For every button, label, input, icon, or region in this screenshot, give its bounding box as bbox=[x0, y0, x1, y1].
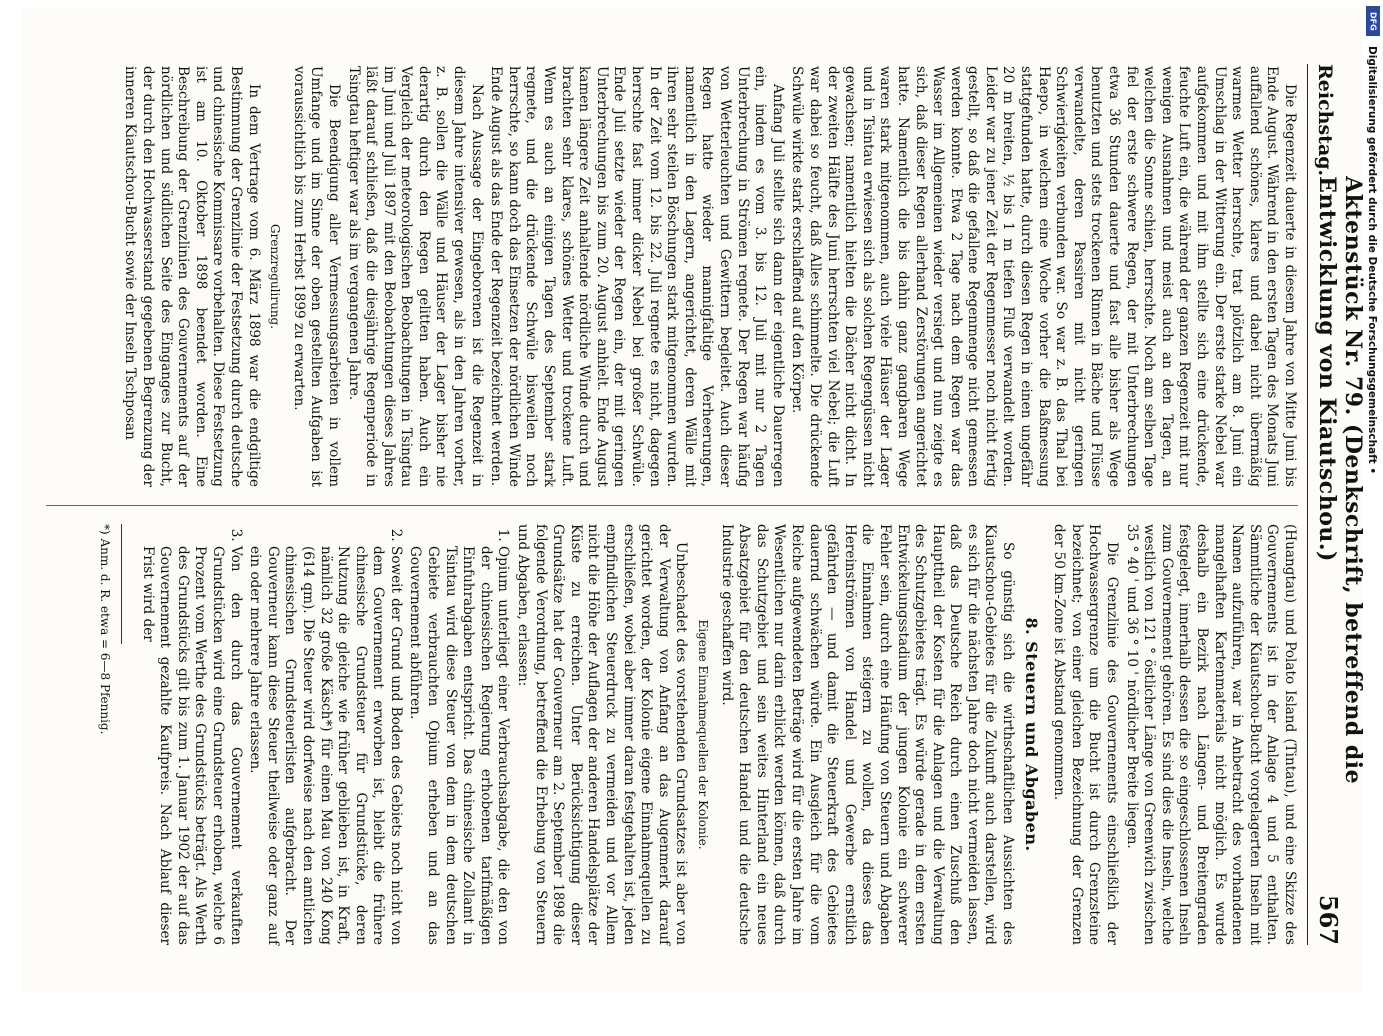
text-columns bbox=[46, 66, 1298, 945]
page-header bbox=[1307, 64, 1366, 945]
scanned-page-area bbox=[22, 8, 1366, 993]
column-divider bbox=[46, 505, 1298, 506]
margin-stamp-text: Digitalisierung gefördert durch die Deutsche Forschungsgemeinschaft • bbox=[1366, 46, 1378, 475]
paragraph: In dem Vertrage vom 6. März 1898 war die endgiltige Bestimmung der Grenzlinie der Festsetzung durch deutsche und chinesische Kommissare vorbehalten. Diese Festsetzung ist am 10. Oktober 1898 beendet worden. Eine Beschreibung der Grenzlinien des Gouvernements auf der nördlichen und südlichen Seite des Einganges zur Bucht, der durch den Hochwasserstand gegebenen Begrenzung der inneren Kiautschou-Bucht sowie der Inseln Tschposan bbox=[122, 66, 262, 487]
paragraph: Die Regenzeit dauerte in diesem Jahre von Mitte Juni bis Ende August. Während in den ersten Tagen des Monats Juni auffallend schönes, klares und dabei nicht übermäßig warmes Wetter herrschte, trat plötzlich am 8. Juni ein Umschlag in der Witterung ein. Der erste starke Nebel war aufgekommen und mit ihm stellte sich eine drückende, feuchte Luft ein, die während der ganzen Regenzeit mit nur wenigen Ausnahmen und meist auch an den Tagen, an welchen die Sonne schien, herrschte. Noch am selben Tage fiel der erste schwere Regen, der mit Unterbrechungen etwa 36 Stunden dauerte und fast alle bisher als Wege benutzten und stets trockenen Rinnen in Bäche und Flüsse verwandelte, deren Passiren mit nicht geringen Schwierigkeiten verbunden war. So war z. B. das Thal bei Haepo, in welchem eine Woche vorher die Baßmessung stattgefunden hatte, durch diesen Regen in einen ungefähr 20 m breiten, ½ bis 1 m tiefen Fluß verwandelt worden. Leider war zu jener Zeit der Regenmesser noch nicht fertig gestellt, so daß die gefallene Regenmenge nicht gemessen werden konnte. Etwa 2 Tage nach dem Regen war das Wasser im Allgemeinen wieder versiegt und nun zeigte es sich, daß dieser Regen allerhand Zerstörungen angerichtet hatte. Namentlich die bis dahin ganz gangbaren Wege waren stark mitgenommen, auch viele Häuser der Lager und in Tsintau erwiesen sich als solchen Regengüssen nicht gewachsen; namentlich hielten die Dächer nicht dicht. In der zweiten Hälfte des Juni herrschten viel Nebel; die Luft war dabei so feucht, daß Alles schimmelte. Die drückende Schwüle wirkte stark erschlaffend auf den Körper. bbox=[789, 66, 1298, 487]
header-title: Aktenstück Nr. 79. (Denkschrift, betreffend die Entwicklung von Kiautschou.) bbox=[1314, 176, 1366, 785]
footnote: *) Anm. d. R. etwa = 6—8 Pfennig. bbox=[98, 524, 112, 735]
numbered-list bbox=[138, 524, 511, 945]
subheading: Eigene Einnahmequellen der Kolonie. bbox=[696, 619, 710, 850]
paragraph: Unbeschadet des vorstehenden Grundsatzes ist aber von der Verwaltung von Anfang an das Augenmerk darauf gerichtet worden, der Kolonie eigene Einnahmequellen zu erschließen, wobei aber immer daran festgehalten ist, jeden empfindlichen Steuerdruck zu vermeiden und vor Allem nicht die Höhe der Auflagen der anderen Handelsplätze der Küste zu erreichen. Unter Berücksichtigung dieser Grundsätze hat der Gouverneur am 2. September 1898 die folgende Verordnung, betreffend die Erhebung von Steuern und Abgaben, erlassen: bbox=[515, 524, 690, 945]
paragraph: Nach Aussage der Eingeborenen ist die Regenzeit in diesem Jahre intensiver gewesen, als in den Jahren vorher, z. B. sollen die Wälle und Häuser der Lager bisher nie derartig durch den Regen gelitten haben. Auch ein Vergleich der meteorologischen Beobachtungen in Tsingtau im Juni und Juli 1897 mit den Beobachtungen dieses Jahres läßt darauf schließen, daß die diesjährige Regenperiode in Tsingtau heftiger war als im vergangenen Jahre. bbox=[345, 66, 485, 487]
header-source: Reichstag. bbox=[1314, 64, 1336, 177]
paragraph: Die Grenzlinie des Gouvernements einschließlich der Hochwassergrenze um die Bucht ist durch Grenzsteine bezeichnet; von einer gleichen Bezeichnung der Grenzen der 50 km-Zone ist Abstand genommen. bbox=[1051, 524, 1121, 945]
footnote-rule bbox=[121, 524, 122, 644]
paragraph: So günstig sich die wirthschaftlichen Aussichten des Kiautschou-Gebietes für die Zukunft auch darstellen, wird es sich für die nächsten Jahre doch nicht vermeiden lassen, daß das Deutsche Reich durch einen Zuschuß den Haupttheil der Kosten für die Anlagen und die Verwaltung des Schutzgebietes trägt. Es würde gerade in dem ersten Entwickelungsstadium der jungen Kolonie ein schwerer Fehler sein, durch eine Häufung von Steuern und Abgaben die Einnahmen steigern zu wollen, da dieses das Hereinströmen von Handel und Gewerbe ernstlich gefährden — und damit die Steuerkraft des Gebietes dauernd schwächen würde. Ein Ausgleich für die vom Reiche aufgewendeten Beträge wird für die ersten Jahre im Wesentlichen nur darin erblickt werden können, daß durch das Schutzgebiet und sein weites Hinterland ein neues Absatzgebiet für den deutschen Handel und die deutsche Industrie geschaffen wird. bbox=[718, 524, 1017, 945]
paragraph: (Huangtau) und Polato Island (Tintau), und eine Skizze des Gouvernements ist in der Anlage 4 und 5 enthalten. Sämmtliche der Kiautschou-Bucht vorgelagerten Inseln mit Namen aufzuführen, war in Anbetracht des vorhandenen mangelhaften Kartenmaterials nicht möglich. Es wurde deshalb ein Bezirk nach Längen- und Breitengraden festgelegt, innerhalb dessen die so eingeschlossenen Inseln zum Gouvernement gehören. Es sind dies die Inseln, welche westlich von 121 ° östlicher Länge von Greenwich zwischen 35 ° 40 ' und 36 ° 10 ' nördlicher Breite liegen. bbox=[1123, 524, 1298, 945]
list-item: 3. Von den durch das Gouvernement verkauften Grundstücken wird eine Grundsteuer erhoben, welche 6 Prozent vom Werthe des Grundstücks beträgt. Als Werth des Grundstücks gilt bis zum 1. Januar 1902 der auf das Gouvernement gezahlte Kaufpreis. Nach Ablauf dieser Frist wird der bbox=[138, 546, 244, 945]
paragraph: Die Beendigung aller Vermessungsarbeiten in vollem Umfange und im Sinne der oben gestellten Aufgaben ist voraussichtlich bis zum Herbst 1899 zu erwarten. bbox=[290, 66, 342, 487]
list-item: 1. Opium unterliegt einer Verbrauchsabgabe, die den von der chinesischen Regierung erhobenen tarifmäßigen Einfuhrabgaben entspricht. Das chinesische Zollamt in Tsintau wird diese Steuer von dem in dem deutschen Gebiete verbrauchten Opium erheben und an das Gouvernement abführen. bbox=[406, 546, 512, 945]
subheading: Grenzregulirung. bbox=[268, 223, 283, 330]
document-page bbox=[22, 8, 1366, 993]
section-heading: 8. Steuern und Abgaben. bbox=[1021, 617, 1041, 852]
page-number: 567 bbox=[1314, 894, 1343, 945]
column-right bbox=[46, 524, 1298, 945]
list-item: 2. Soweit der Grund und Boden des Gebiets noch nicht von dem Gouvernement erworben ist, bleibt die frühere chinesische Grundsteuer für Grundstücke, deren Nutzung die gleiche wie früher geblieben ist, in Kraft, nämlich 32 große Käsch*) für einen Mau von 240 Kong (614 qm). Die Steuer wird dorfweise nach den amtlichen chinesischen Grundsteuerlisten aufgebracht. Der Gouverneur kann diese Steuer theilweise oder ganz auf ein oder mehrere Jahre erlassen. bbox=[246, 546, 404, 945]
column-left bbox=[46, 66, 1298, 487]
margin-stamp bbox=[1365, 6, 1379, 996]
dfg-logo: DFG bbox=[1366, 6, 1380, 36]
paragraph: Anfang Juli stellte sich dann der eigentliche Dauerregen ein, indem es vom 3. bis 12. Juli mit nur 2 Tagen Unterbrechung in Strömen regnete. Der Regen war häufig von Wetterleuchten und Gewittern begleitet. Auch dieser Regen hatte wieder mannigfaltige Verheerungen, namentlich in den Lagern, angerichtet, deren Wälle mit ihren sehr steilen Böschungen stark mitgenommen wurden. In der Zeit vom 12. bis 22. Juli regnete es nicht, dagegen herrschte fast immer dicker Nebel bei großer Schwüle. Ende Juli setzte wieder der Regen ein, der mit geringen Unterbrechungen bis zum 20. August anhielt. Ende August kamen längere Zeit anhaltende nördliche Winde durch und brachten sehr klares, schönes Wetter und trockene Luft. Wenn es auch an einigen Tagen des September stark regnete, und die drückende Schwüle bisweilen noch herrschte, so kann doch das Einsetzen der nördlichen Winde Ende August als das Ende der Regenzeit bezeichnet werden. bbox=[488, 66, 786, 487]
